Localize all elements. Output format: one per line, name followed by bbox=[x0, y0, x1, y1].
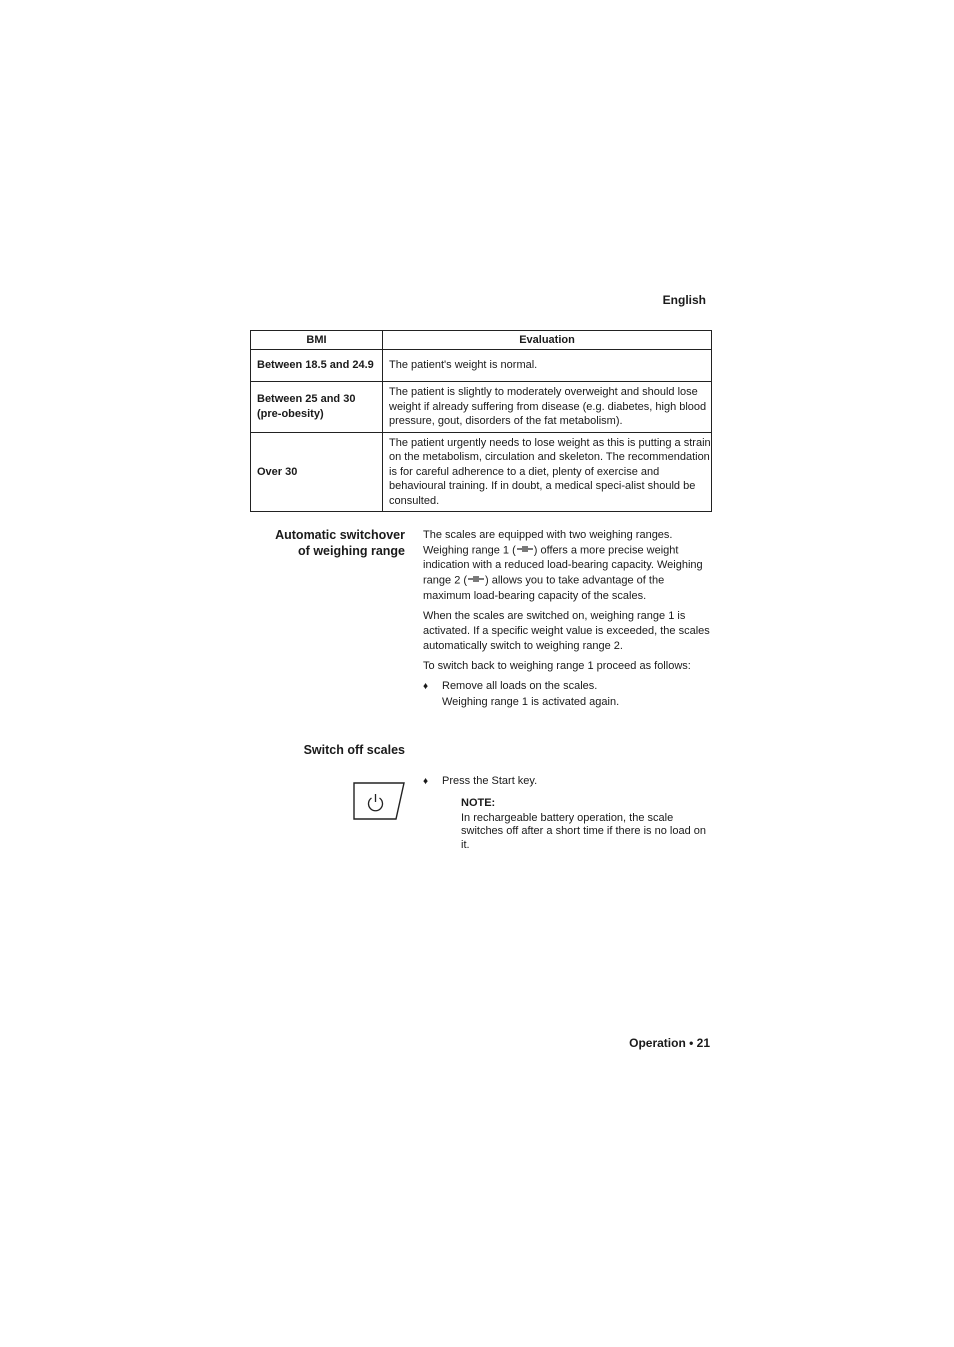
evaluation-cell: The patient is slightly to moderately overweight and should lose weight if already suffering from disease (e.g. diabetes, high blood pressure, gout, disorders of the fat metabolism). bbox=[383, 382, 712, 433]
switchover-paragraph-1: The scales are equipped with two weighing ranges. Weighing range 1 ( ) offers a more precise weight indication with a reduced load-bearing capacity. Weighing range 2 ( ) allows you to take advantage of the maximum load-bearing capacity of the scales. bbox=[423, 529, 703, 602]
switchover-heading: Automatic switchover of weighing range bbox=[275, 528, 405, 558]
start-key-illustration bbox=[353, 782, 405, 825]
table-row bbox=[251, 432, 712, 512]
bmi-cell: Between 25 and 30 (pre-obesity) bbox=[251, 382, 383, 433]
switchover-step: ♦ Remove all loads on the scales. Weighing range 1 is activated again. bbox=[423, 679, 711, 710]
language-label: English bbox=[662, 293, 706, 307]
bmi-cell: Between 18.5 and 24.9 bbox=[251, 350, 383, 382]
switch-off-step: ♦ Press the Start key. bbox=[423, 775, 538, 787]
bmi-table bbox=[250, 330, 712, 512]
switchover-paragraph-2: When the scales are switched on, weighing range 1 is activated. If a specific weight value is exceeded, the scales automatically switch to weighing range 2. bbox=[423, 609, 710, 652]
switch-off-heading: Switch off scales bbox=[303, 743, 405, 757]
note-box bbox=[461, 797, 711, 852]
diamond-bullet-icon: ♦ bbox=[423, 776, 429, 787]
note-text: In rechargeable battery operation, the scale switches off after a short time if there is no load on it. bbox=[461, 811, 706, 851]
evaluation-cell: The patient urgently needs to lose weight as this is putting a strain on the metabolism, circulation and skeleton. The recommendation is for careful adherence to a diet, plenty of exercise and behavioural training. If in doubt, a medical speci-alist should be consulted. bbox=[383, 432, 712, 512]
bmi-cell: Over 30 bbox=[251, 432, 383, 512]
power-icon bbox=[353, 782, 405, 820]
table-row bbox=[251, 350, 712, 382]
weighing-range-1-icon bbox=[517, 543, 533, 558]
diamond-bullet-icon: ♦ bbox=[423, 680, 429, 692]
note-title: NOTE: bbox=[461, 797, 496, 809]
evaluation-cell: The patient's weight is normal. bbox=[383, 350, 712, 382]
switchover-paragraph-3: To switch back to weighing range 1 proceed as follows: bbox=[423, 659, 691, 672]
table-header-row bbox=[251, 331, 712, 350]
weighing-range-2-icon bbox=[468, 573, 484, 588]
table-row bbox=[251, 382, 712, 433]
switchover-body bbox=[423, 528, 711, 710]
step-result: Weighing range 1 is activated again. bbox=[442, 695, 620, 708]
bmi-column-header: BMI bbox=[251, 331, 383, 350]
page-footer: Operation • 21 bbox=[629, 1036, 710, 1050]
evaluation-column-header: Evaluation bbox=[383, 331, 712, 350]
